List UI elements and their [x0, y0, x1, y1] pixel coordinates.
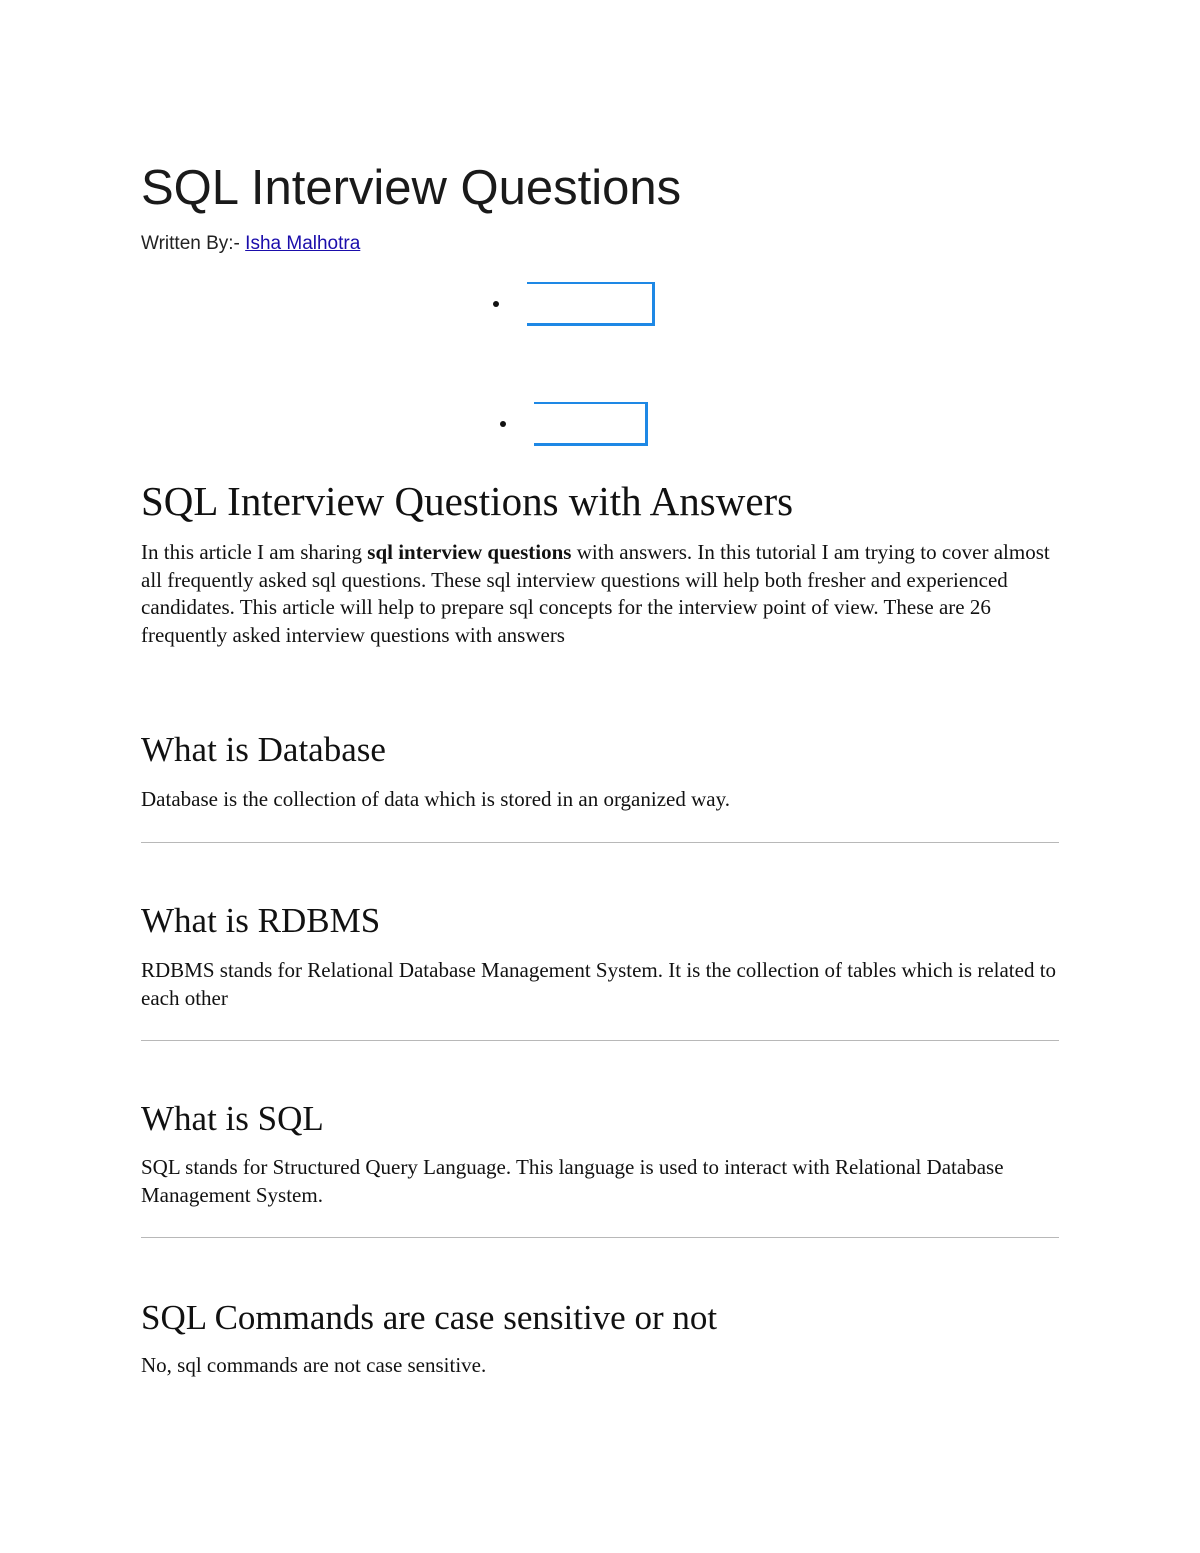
intro-paragraph [141, 539, 1059, 649]
author-link[interactable]: Isha Malhotra [245, 233, 361, 254]
section-heading: SQL Interview Questions with Answers [141, 478, 794, 524]
share-button[interactable] [527, 282, 655, 326]
intro-text-end: with answers. In this tutorial I am trying to cover almost all frequently asked sql questions. These sql interview questions will help both fresher and experienced candidates. This article will help to prepare sql concepts for the interview point of view. These are 26 frequently asked interview questions with answers [141, 540, 1050, 647]
byline [141, 232, 360, 256]
divider [141, 842, 1059, 843]
question-heading: What is RDBMS [141, 901, 381, 940]
question-answer: No, sql commands are not case sensitive. [141, 1353, 487, 1377]
divider [141, 1237, 1059, 1238]
divider [141, 1040, 1059, 1041]
question-answer: Database is the collection of data which is stored in an organized way. [141, 787, 730, 811]
share-list-item [491, 282, 656, 326]
bullet-icon [493, 301, 499, 307]
question-heading: What is Database [141, 730, 386, 769]
question-answer: RDBMS stands for Relational Database Management System. It is the collection of tables which is related to each other [141, 958, 1057, 1010]
share-button[interactable] [534, 402, 648, 446]
intro-text-start: In this article I am sharing [141, 540, 368, 564]
question-heading: SQL Commands are case sensitive or not [141, 1298, 718, 1337]
byline-prefix: Written By:- [141, 233, 246, 254]
bullet-icon [500, 421, 506, 427]
question-answer: SQL stands for Structured Query Language. This language is used to interact with Relational Database Management System. [141, 1155, 1004, 1207]
question-heading: What is SQL [141, 1099, 324, 1138]
page-title: SQL Interview Questions [141, 161, 682, 215]
share-list-item [498, 402, 648, 446]
intro-keyword: sql interview questions [367, 540, 572, 564]
